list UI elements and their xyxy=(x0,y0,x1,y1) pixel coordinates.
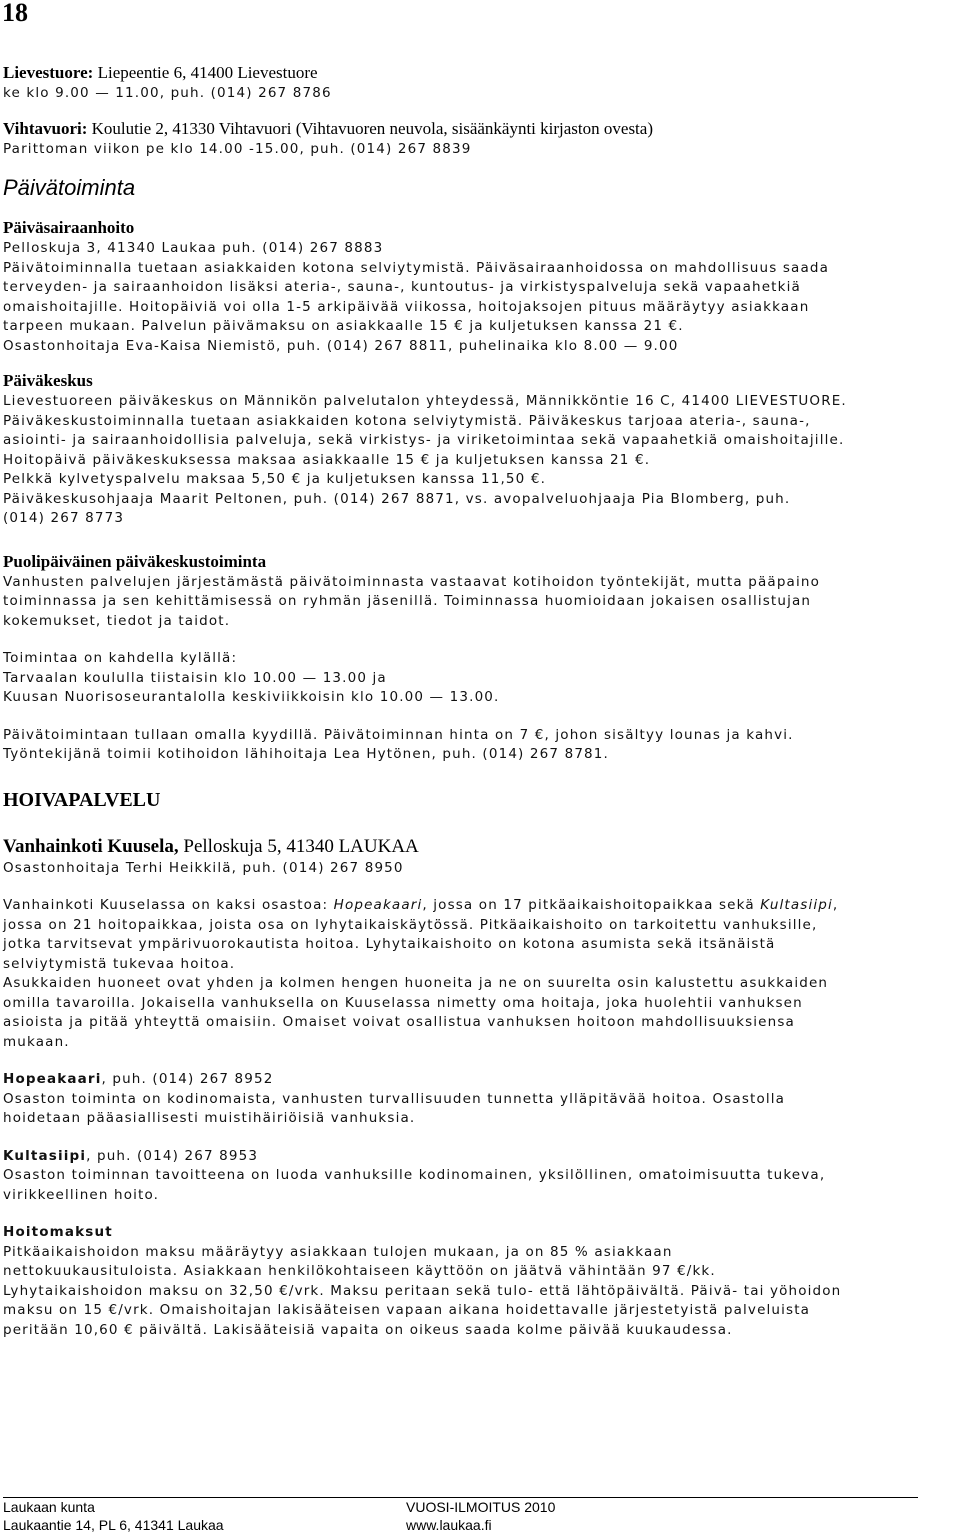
text-line: toiminnassa ja sen kehittämisessä on ryhmän jäsenillä. Toiminnassa huomioidaan jokaisen osallistujan xyxy=(3,593,812,609)
footer-address: Laukaantie 14, PL 6, 41341 Laukaa xyxy=(3,1517,224,1533)
text-line: Vanhusten palvelujen järjestämästä päivätoiminnasta vastaavat kotihoidon työntekijät, mutta pääpaino xyxy=(3,573,820,590)
text-line: nettokuukausituloista. Asiakkaan henkilökohtaiseen käyttöön on jäätvä vähintään 97 €/kk. xyxy=(3,1263,716,1279)
text-line: jotka tarvitsevat ympärivuorokautista hoitoa. Lyhytaikaishoito on kotona asumista sekä itsänäistä xyxy=(3,936,776,952)
text-line: Pelloskuja 3, 41340 Laukaa puh. (014) 267 8883 xyxy=(3,240,384,256)
text-line: Osaston toiminta on kodinomaista, vanhusten turvallisuuden tunnetta ylläpitävää hoitoa. Osastolla xyxy=(3,1090,786,1107)
text-line: virikkeellinen hoito. xyxy=(3,1186,160,1203)
office-address-line xyxy=(3,118,955,140)
text-line: kokemukset, tiedot ja taidot. xyxy=(3,612,231,629)
text-fragment: Vanhainkoti Kuuselassa on kaksi osastoa: xyxy=(3,897,334,913)
text-fragment: , xyxy=(832,897,839,913)
kuusela-name: Vanhainkoti Kuusela, xyxy=(3,835,179,857)
section-paivakeskus xyxy=(3,370,955,529)
office-address-line xyxy=(3,62,955,84)
kuusela-address: Pelloskuja 5, 41340 LAUKAA xyxy=(178,835,419,857)
page-footer xyxy=(3,1497,918,1534)
text-line: omaishoitajille. Hoitopäiviä voi olla 1-5 arkipäivää viikossa, hoitojaksojen pituus määräytyy asiakkaan xyxy=(3,298,810,315)
text-line: Lievestuoreen päiväkeskus on Männikön palvelutalon yhteydessä, Männikköntie 16 C, 41400 LIEVESTUORE. xyxy=(3,393,847,409)
text-line xyxy=(3,896,955,916)
text-line: peritään 10,60 € päivältä. Lakisääteisiä vapaita on oikeus saada kolme päivää kuukaudessa. xyxy=(3,1321,733,1338)
unit-phone: , puh. (014) 267 8953 xyxy=(86,1147,259,1164)
office-lievestuore xyxy=(3,62,955,104)
text-line: Osaston toiminnan tavoitteena on luoda vanhuksille kodinomainen, yksilöllinen, omatoimisuutta tukeva, xyxy=(3,1167,826,1183)
subsection-title: Puolipäiväinen päiväkeskustoiminta xyxy=(3,551,267,571)
text-line: Pelkkä kylvetyspalvelu maksaa 5,50 € ja kuljetuksen kanssa 11,50 €. xyxy=(3,471,547,487)
office-name: Vihtavuori: xyxy=(3,118,88,138)
text-line: hoidetaan pääasiallisesti muistihäiriöisiä vanhuksia. xyxy=(3,1110,416,1126)
unit-name-hopeakaari: Hopeakaari xyxy=(333,897,423,913)
text-line: omilla tavaroilla. Jokaisella vanhuksella on Kuuselassa nimetty oma hoitaja, joka huolehtii vanhuksen xyxy=(3,994,803,1011)
footer-website: www.laukaa.fi xyxy=(406,1517,492,1533)
text-line: mukaan. xyxy=(3,1033,70,1050)
kuusela-contact: Osastonhoitaja Terhi Heikkilä, puh. (014) 267 8950 xyxy=(3,859,404,876)
document-body xyxy=(3,62,955,1340)
subsection-title: Hoitomaksut xyxy=(3,1224,113,1240)
text-line: Kuusan Nuorisoseurantalolla keskiviikkoisin klo 10.00 — 13.00. xyxy=(3,689,500,705)
office-address: Liepeentie 6, 41400 Lievestuore xyxy=(93,63,318,82)
text-line: Toimintaa on kahdella kylällä: xyxy=(3,650,238,666)
text-line: jossa on 21 hoitopaikkaa, joista osa on lyhytaikaiskäytössä. Pitkäaikaishoito on tarkoitettu vanhuksille, xyxy=(3,916,818,933)
text-line: Pitkäaikaishoidon maksu määräytyy asiakkaan tulojen mukaan, ja on 85 % asiakkaan xyxy=(3,1243,673,1260)
text-line: Päiväkeskustoiminnalla tuetaan asiakkaiden kotona selviytymistä. Päiväkeskus tarjoaa ateria-, sauna-, xyxy=(3,412,811,429)
unit-heading xyxy=(3,1147,955,1167)
unit-name: Kultasiipi xyxy=(3,1147,87,1164)
office-name: Lievestuore: xyxy=(3,63,94,82)
section-puolipaivainen xyxy=(3,551,955,765)
section-kultasiipi xyxy=(3,1147,955,1206)
section-kuusela xyxy=(3,835,955,1053)
text-line: asioista ja pitää yhteyttä omaisiin. Omaiset voivat osallistua vanhuksen hoitoon mahdollisuuksiensa xyxy=(3,1014,795,1030)
section-paivasairaanhoito xyxy=(3,217,955,356)
text-line: Työntekijänä toimii kotihoidon lähihoitaja Lea Hytönen, puh. (014) 267 8781. xyxy=(3,746,609,762)
text-line: Hoitopäivä päiväkeskuksessa maksaa asiakkaalle 15 € ja kuljetuksen kanssa 21 €. xyxy=(3,451,651,468)
text-line: Osastonhoitaja Eva-Kaisa Niemistö, puh. (014) 267 8811, puhelinaika klo 8.00 — 9.00 xyxy=(3,337,679,354)
kuusela-heading xyxy=(3,835,955,859)
text-line: (014) 267 8773 xyxy=(3,510,125,526)
section-hoitomaksut xyxy=(3,1223,955,1340)
footer-report-title: VUOSI-ILMOITUS 2010 xyxy=(406,1499,556,1515)
text-line: Asukkaiden huoneet ovat yhden ja kolmen hengen huoneita ja ne on suurelta osin kalustettu asukkaiden xyxy=(3,975,829,991)
subsection-title: Päiväkeskus xyxy=(3,371,93,390)
unit-heading xyxy=(3,1070,955,1090)
text-line: Lyhytaikaishoidon maksu on 32,50 €/vrk. Maksu peritaan sekä tulo- että lähtöpäivältä. Päivä- tai yöhoidon xyxy=(3,1282,842,1299)
subsection-title: Päiväsairaanhoito xyxy=(3,218,135,237)
unit-name-kultasiipi: Kultasiipi xyxy=(760,897,833,913)
text-line: tarpeen mukaan. Palvelun päivämaksu on asiakkaalle 15 € ja kuljetuksen kanssa 21 €. xyxy=(3,318,684,334)
section-title-paivatoiminta: Päivätoiminta xyxy=(3,175,136,200)
section-hopeakaari xyxy=(3,1070,955,1129)
section-title-hoivapalvelu: HOIVAPALVELU xyxy=(3,788,161,811)
text-fragment: , jossa on 17 pitkäaikaishoitopaikkaa sekä xyxy=(422,897,761,913)
text-line: asiointi- ja sairaanhoidollisia palveluja, sekä virkistys- ja viriketoimintaa sekä vapaahetkiä omaishoitajille. xyxy=(3,432,845,448)
office-address: Koulutie 2, 41330 Vihtavuori (Vihtavuoren neuvola, sisäänkäynti kirjaston ovesta) xyxy=(87,118,653,138)
text-line: maksu on 15 €/vrk. Omaishoitajan lakisääteisen vapaan aikana hoidettavalle järjestetyistä palveluista xyxy=(3,1302,811,1318)
unit-phone: , puh. (014) 267 8952 xyxy=(101,1071,274,1087)
office-hours: Parittoman viikon pe klo 14.00 -15.00, puh. (014) 267 8839 xyxy=(3,140,472,157)
text-line: Päiväkeskusohjaaja Maarit Peltonen, puh. (014) 267 8871, vs. avopalveluohjaaja Pia Blomberg, puh. xyxy=(3,490,791,507)
office-vihtavuori xyxy=(3,118,955,160)
footer-organization: Laukaan kunta xyxy=(3,1499,95,1515)
office-hours: ke klo 9.00 — 11.00, puh. (014) 267 8786 xyxy=(3,85,332,101)
text-line: Tarvaalan koululla tiistaisin klo 10.00 — 13.00 ja xyxy=(3,669,387,686)
text-line: terveyden- ja sairaanhoidon lisäksi ateria-, sauna-, kuntoutus- ja virkistyspalveluja sekä vapaahetkiä xyxy=(3,279,801,295)
text-line: Päivätoiminnalla tuetaan asiakkaiden kotona selviytymistä. Päiväsairaanhoidossa on mahdollisuus saada xyxy=(3,259,830,276)
text-line: Päivätoimintaan tullaan omalla kyydillä. Päivätoiminnan hinta on 7 €, johon sisältyy lounas ja kahvi. xyxy=(3,726,794,743)
unit-name: Hopeakaari xyxy=(3,1071,102,1087)
page-number: 18 xyxy=(2,0,28,27)
text-line: selviytymistä tukevaa hoitoa. xyxy=(3,955,236,972)
